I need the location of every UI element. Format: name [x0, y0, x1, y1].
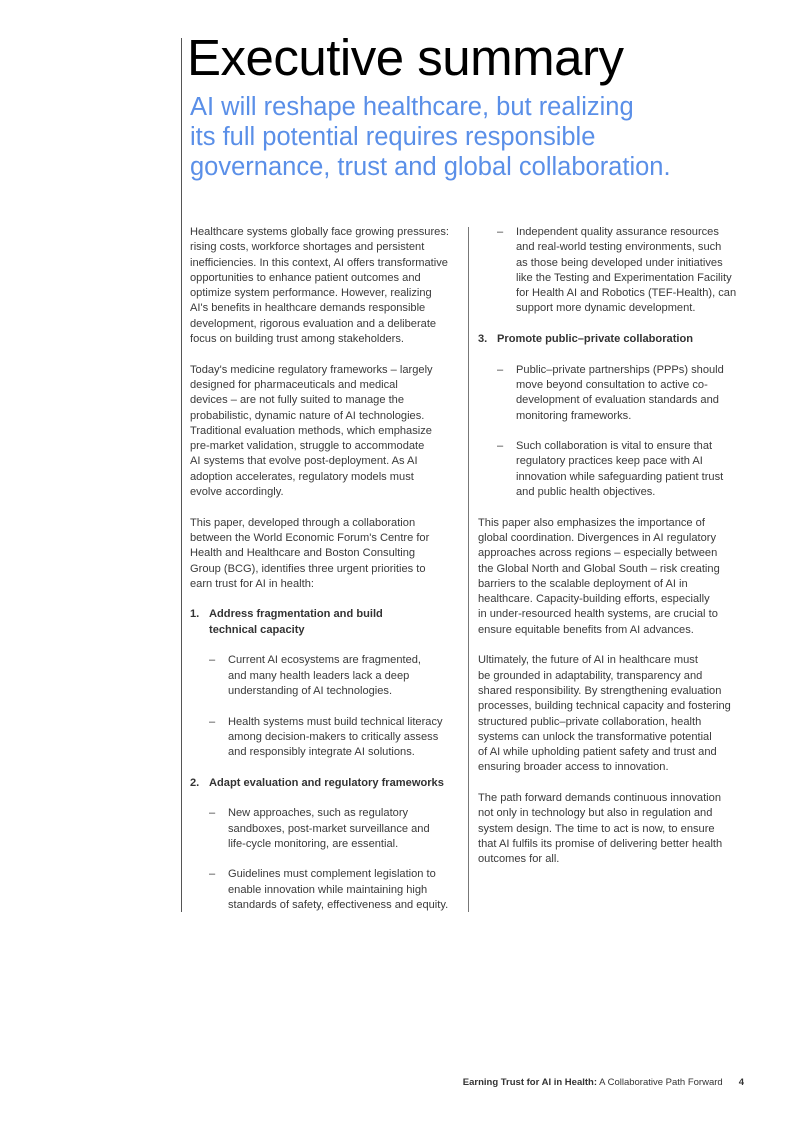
bullet-item	[478, 363, 753, 424]
text-line: in under-resourced health systems, are crucial to	[478, 608, 718, 621]
text-line: processes, building technical capacity and fostering	[478, 700, 731, 713]
text-line: system design. The time to act is now, to ensure	[478, 822, 715, 835]
text-line: shared responsibility. By strengthening evaluation	[478, 684, 722, 697]
priority-heading-1	[190, 607, 465, 638]
text-line: rising costs, workforce shortages and persistent	[190, 241, 425, 254]
text-line: be grounded in adaptability, transparency and	[478, 669, 703, 682]
text-line: Promote public–private collaboration	[497, 333, 694, 346]
bullet-item	[190, 806, 465, 852]
text-line: Public–private partnerships (PPPs) should	[516, 363, 724, 376]
subtitle-line: its full potential requires responsible	[190, 123, 596, 151]
text-line: structured public–private collaboration, health	[478, 715, 702, 728]
text-line: This paper also emphasizes the importance of	[478, 516, 705, 529]
priority-heading-2	[190, 776, 465, 791]
text-line: AI systems that evolve post-deployment. As AI	[190, 455, 418, 468]
text-line: The path forward demands continuous innovation	[478, 791, 721, 804]
text-line: evolve accordingly.	[190, 486, 284, 499]
text-line: development of evaluation standards and	[516, 394, 719, 407]
left-column	[190, 225, 465, 913]
text-line: Today's medicine regulatory frameworks – largely	[190, 363, 433, 376]
text-line: optimize system performance. However, realizing	[190, 287, 432, 300]
text-line: global coordination. Divergences in AI regulatory	[478, 531, 717, 544]
text-line: and many health leaders lack a deep	[228, 669, 410, 682]
bullet-item	[190, 867, 465, 913]
page-subtitle	[190, 92, 671, 182]
list-number: 1.	[190, 608, 200, 621]
dash-bullet-icon: –	[209, 654, 216, 667]
bullet-item	[190, 715, 465, 761]
priority-heading-3	[478, 332, 753, 347]
global-coordination-paragraph	[478, 516, 753, 638]
list-number: 3.	[478, 333, 488, 346]
text-line: adoption accelerates, regulatory models must	[190, 470, 414, 483]
text-line: probabilistic, dynamic nature of AI technologies.	[190, 409, 425, 422]
text-line: approaches across regions – especially between	[478, 547, 718, 560]
text-line: technical capacity	[209, 623, 305, 636]
text-line: healthcare. Capacity-building efforts, especially	[478, 593, 710, 606]
list-number: 2.	[190, 776, 200, 789]
text-line: sandboxes, post-market surveillance and	[228, 822, 430, 835]
page-title: Executive summary	[187, 29, 624, 86]
text-line: not only in technology but also in regulation and	[478, 807, 713, 820]
text-line: devices – are not fully suited to manage the	[190, 394, 404, 407]
text-line: enable innovation while maintaining high	[228, 883, 428, 896]
text-line: systems can unlock the transformative potential	[478, 730, 712, 743]
text-line: for Health AI and Robotics (TEF-Health), can	[516, 287, 737, 300]
text-line: between the World Economic Forum's Centre for	[190, 531, 430, 544]
text-line: monitoring frameworks.	[516, 409, 632, 422]
text-line: Independent quality assurance resources	[516, 226, 719, 238]
text-line: designed for pharmaceuticals and medical	[190, 378, 398, 391]
text-line: Ultimately, the future of AI in healthcare must	[478, 654, 698, 667]
column-divider-rule	[468, 227, 469, 912]
right-column	[478, 225, 753, 867]
text-line: Guidelines must complement legislation to	[228, 868, 436, 881]
text-line: regulatory practices keep pace with AI	[516, 455, 703, 468]
text-line: and public health objectives.	[516, 486, 656, 499]
future-paragraph	[478, 653, 753, 775]
text-line: Address fragmentation and build	[209, 608, 383, 621]
text-line: Adapt evaluation and regulatory frameworks	[209, 776, 444, 789]
text-line: inefficiencies. In this context, AI offers transformative	[190, 256, 448, 269]
text-line: New approaches, such as regulatory	[228, 807, 409, 820]
text-line: among decision-makers to critically assess	[228, 730, 439, 743]
text-line: standards of safety, effectiveness and equity.	[228, 899, 449, 912]
text-line: innovation while safeguarding patient trust	[516, 470, 724, 483]
text-line: focus on building trust among stakeholders.	[190, 333, 404, 346]
text-line: AI's benefits in healthcare demands responsible	[190, 302, 426, 315]
text-line: Healthcare systems globally face growing pressures:	[190, 226, 449, 238]
page-footer	[463, 1077, 744, 1088]
text-line: understanding of AI technologies.	[228, 684, 393, 697]
text-line: opportunities to enhance patient outcomes and	[190, 271, 421, 284]
text-line: and responsibly integrate AI solutions.	[228, 746, 415, 759]
text-line: earn trust for AI in health:	[190, 577, 314, 590]
text-line: Traditional evaluation methods, which emphasize	[190, 424, 432, 437]
footer-title-bold: Earning Trust for AI in Health:	[462, 1077, 598, 1088]
dash-bullet-icon: –	[497, 363, 504, 376]
bullet-item	[478, 225, 753, 317]
regulatory-paragraph	[190, 363, 465, 501]
text-line: support more dynamic development.	[516, 302, 696, 315]
text-line: outcomes for all.	[478, 853, 560, 866]
text-line: Such collaboration is vital to ensure that	[516, 440, 713, 453]
left-vertical-rule	[181, 38, 182, 912]
text-line: Group (BCG), identifies three urgent priorities to	[190, 562, 426, 575]
text-line: and real-world testing environments, such	[516, 241, 722, 254]
text-line: the Global North and Global South – risk creating	[478, 562, 720, 575]
text-line: Health systems must build technical literacy	[228, 715, 443, 728]
text-line: pre-market validation, struggle to accommodate	[190, 440, 425, 453]
text-line: of AI while upholding patient safety and trust and	[478, 746, 717, 759]
text-line: ensuring broader access to innovation.	[478, 761, 669, 774]
text-line: move beyond consultation to active co-	[516, 378, 708, 391]
text-line: development, rigorous evaluation and a deliberate	[190, 317, 437, 330]
text-line: Health and Healthcare and Boston Consulting	[190, 547, 416, 560]
footer-title-rest: A Collaborative Path Forward	[597, 1077, 723, 1088]
dash-bullet-icon: –	[497, 440, 504, 453]
bullet-item	[478, 439, 753, 500]
dash-bullet-icon: –	[497, 226, 504, 238]
text-line: barriers to the scalable deployment of AI in	[478, 577, 688, 590]
text-line: that AI fulfils its promise of delivering better health	[478, 837, 723, 850]
text-line: This paper, developed through a collaboration	[190, 516, 416, 529]
text-line: life-cycle monitoring, are essential.	[228, 837, 399, 850]
text-line: as those being developed under initiatives	[516, 256, 723, 269]
collaboration-paragraph	[190, 516, 465, 592]
text-line: Current AI ecosystems are fragmented,	[228, 654, 421, 667]
dash-bullet-icon: –	[209, 715, 216, 728]
text-line: like the Testing and Experimentation Facility	[516, 271, 732, 284]
subtitle-line: governance, trust and global collaboration.	[190, 153, 671, 181]
page-number: 4	[738, 1077, 744, 1088]
text-line: ensure equitable benefits from AI advances.	[478, 623, 694, 636]
intro-paragraph	[190, 225, 465, 347]
dash-bullet-icon: –	[209, 868, 216, 881]
dash-bullet-icon: –	[209, 807, 216, 820]
path-forward-paragraph	[478, 791, 753, 867]
bullet-item	[190, 653, 465, 699]
subtitle-line: AI will reshape healthcare, but realizing	[190, 93, 634, 121]
